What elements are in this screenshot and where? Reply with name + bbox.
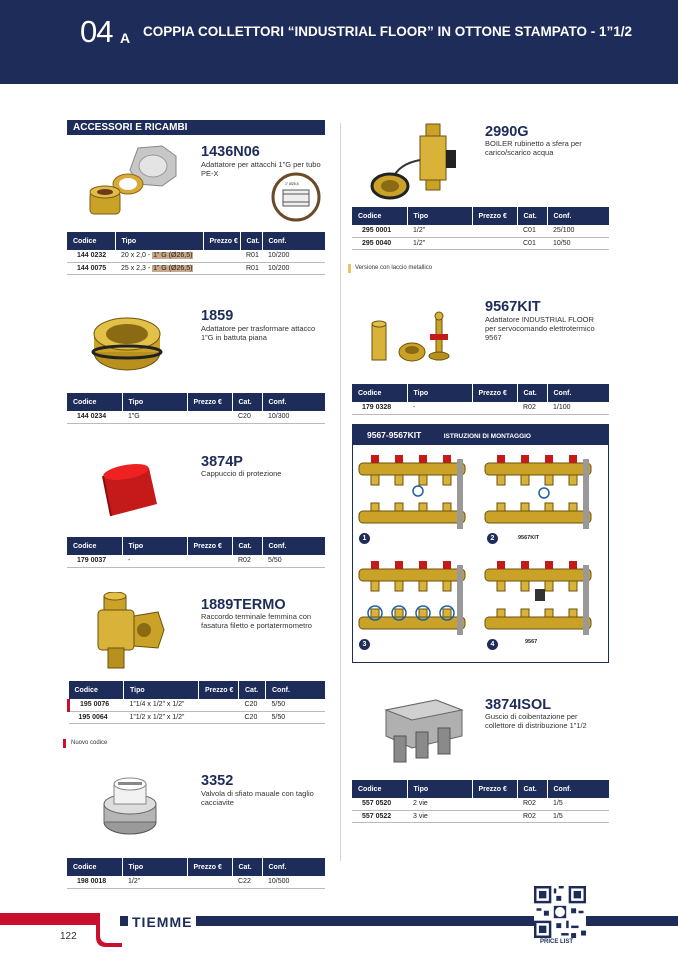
col-tipo: Tipo [122,393,187,411]
cell-cat: C20 [232,411,262,423]
cell-codice: 295 0040 [352,237,407,249]
col-prezzo: Prezzo € [187,537,232,555]
col-tipo: Tipo [115,232,203,250]
product-code: 2990G [485,124,529,140]
table-row [67,411,325,423]
col-cat: Cat. [517,780,547,798]
col-prezzo: Prezzo € [472,780,517,798]
legend-note: Nuovo codice [71,740,108,746]
col-conf: Conf. [262,858,325,876]
chapter-suffix: A [120,30,131,46]
column-divider [340,123,341,861]
qr-label: PRICE LIST [540,939,574,945]
col-conf: Conf. [262,232,325,250]
cell-tipo: 2 vie [407,798,472,810]
col-codice: Codice [67,537,122,555]
cell-conf: 5/50 [266,699,326,711]
instructions-code: 9567-9567KIT [367,430,422,440]
table-row [352,237,609,249]
product-description: Adattatore per attacchi 1”G per tubo PE-X [201,160,321,179]
col-tipo: Tipo [122,537,187,555]
col-codice: Codice [352,780,407,798]
version-marker [348,264,351,273]
spec-table [352,780,609,823]
page-number: 122 [60,931,77,942]
highlighted-thread: 1” G (Ø26,5) [153,264,193,272]
product-description: Adattatore INDUSTRIAL FLOOR per servocomando elettrotermico 9567 [485,315,595,343]
qr-code-icon[interactable] [534,886,586,938]
col-prezzo: Prezzo € [187,393,232,411]
col-codice: Codice [352,384,407,402]
product-code: 9567KIT [485,299,541,315]
product-description: Raccordo terminale femmina con fasatura filetto e portatermometro [201,612,312,631]
cell-conf: 10/200 [262,262,325,274]
table-row [352,402,609,414]
cell-prezzo [472,402,517,414]
footer-navy-stripe [120,916,678,926]
insulation-shell-image [376,696,468,766]
col-tipo: Tipo [122,858,187,876]
step-3: 3 [359,639,370,650]
table-row [67,250,325,262]
cell-conf: 1/5 [547,798,609,810]
cell-tipo: 1”G [122,411,187,423]
step-2: 2 [487,533,498,544]
table-row [67,555,325,567]
col-cat: Cat. [232,393,262,411]
red-cap-image [95,460,163,524]
col-conf: Conf. [262,393,325,411]
col-prezzo: Prezzo € [199,681,239,699]
col-cat: Cat. [517,207,547,225]
product-description: Cappuccio di protezione [201,469,282,478]
cell-prezzo [187,411,232,423]
actuator-adapter-image [366,308,466,370]
cell-conf: 10/200 [262,250,325,262]
cell-prezzo [472,237,517,249]
col-conf: Conf. [547,384,609,402]
cell-conf: 1/100 [547,402,609,414]
col-codice: Codice [67,232,115,250]
new-code-marker [63,739,66,748]
spec-table [352,384,609,415]
col-tipo: Tipo [124,681,199,699]
cell-cat: R01 [240,262,262,274]
cell-tipo: - [122,555,187,567]
instructions-title: ISTRUZIONI DI MONTAGGIO [443,433,531,440]
cell-cat: R02 [517,810,547,822]
cell-cat: C01 [517,237,547,249]
col-tipo: Tipo [407,384,472,402]
spec-table [67,858,325,889]
spec-table [67,232,325,275]
cell-conf: 25/100 [547,225,609,237]
table-row [352,798,609,810]
cell-codice: 144 0232 [67,250,115,262]
chapter-number: 04 [80,14,113,49]
spec-table [67,537,325,568]
cell-conf: 5/50 [266,711,326,723]
product-description: Guscio di coibentazione per collettore di distribuzione 1”1/2 [485,712,587,731]
col-cat: Cat. [232,537,262,555]
col-conf: Conf. [547,207,609,225]
table-row [352,810,609,822]
cell-codice: 557 0520 [352,798,407,810]
cell-codice: 295 0001 [352,225,407,237]
cell-prezzo [203,250,240,262]
cell-prezzo [199,711,239,723]
col-conf: Conf. [266,681,326,699]
cell-prezzo [472,798,517,810]
spec-table [352,207,609,250]
product-code: 1436N06 [201,144,260,160]
assembly-instructions [352,424,609,663]
cell-prezzo [203,262,240,274]
col-codice: Codice [67,393,122,411]
col-prezzo: Prezzo € [472,207,517,225]
step-1: 1 [359,533,370,544]
spec-table [67,681,325,724]
col-prezzo: Prezzo € [472,384,517,402]
brand-logo: TIEMME [128,914,196,930]
step-4-label: 9567 [525,639,538,645]
cell-codice: 144 0234 [67,411,122,423]
ball-valve-image [368,120,458,202]
cell-conf: 10/300 [262,411,325,423]
instructions-header [353,425,608,445]
cell-codice: 195 0064 [69,711,124,723]
col-tipo: Tipo [407,780,472,798]
manifold-diagram [357,449,603,659]
cell-prezzo [472,225,517,237]
col-prezzo: Prezzo € [203,232,240,250]
cell-cat: C20 [239,711,266,723]
cell-codice: 195 0076 [69,699,124,711]
legend-note: Versione con laccio metallico [355,265,433,271]
thread-diagram-icon [271,172,321,222]
cell-cat: R01 [240,250,262,262]
adapter-fitting-image [80,140,185,225]
col-conf: Conf. [262,537,325,555]
table-row [67,876,325,888]
cell-tipo: - [407,402,472,414]
product-code: 3874ISOL [485,697,552,713]
page-header [0,0,678,84]
cell-conf: 5/50 [262,555,325,567]
cell-cat: C20 [239,699,266,711]
cell-prezzo [187,876,232,888]
step-2-label: 9567KIT [518,535,540,541]
cell-cat: C01 [517,225,547,237]
flat-adapter-image [88,312,166,374]
product-description: Valvola di sfiato mauale con taglio cacciavite [201,789,314,808]
cell-prezzo [187,555,232,567]
cell-tipo: 1/2” [122,876,187,888]
table-row [69,699,326,711]
footer-curve [88,913,122,947]
col-conf: Conf. [547,780,609,798]
col-tipo: Tipo [407,207,472,225]
thread-diagram-label: 1” Ø26,5 [285,182,299,186]
cell-conf: 1/5 [547,810,609,822]
table-row [69,711,326,723]
cell-cat: R02 [517,798,547,810]
footer-red-stripe [0,913,100,925]
step-4: 4 [487,639,498,650]
cell-tipo: 3 vie [407,810,472,822]
cell-conf: 10/500 [262,876,325,888]
product-code: 3874P [201,454,243,470]
cell-tipo: 20 x 2,0 - 1” G (Ø26,5) [115,250,203,262]
product-code: 1859 [201,308,234,324]
cell-codice: 179 0037 [67,555,122,567]
cell-cat: R02 [517,402,547,414]
cell-cat: C22 [232,876,262,888]
cell-prezzo [472,810,517,822]
col-cat: Cat. [239,681,266,699]
table-row [352,225,609,237]
terminal-fitting-image [88,592,168,672]
cell-tipo: 1”1/2 x 1/2” x 1/2” [124,711,199,723]
col-cat: Cat. [240,232,262,250]
cell-tipo: 1/2” [407,225,472,237]
cell-codice: 557 0522 [352,810,407,822]
table-row [67,262,325,274]
cell-codice: 198 0018 [67,876,122,888]
cell-tipo: 25 x 2,3 - 1” G (Ø26,5) [115,262,203,274]
cell-codice: 179 0328 [352,402,407,414]
product-code: 1889TERMO [201,597,286,613]
cell-cat: R02 [232,555,262,567]
spec-table [67,393,325,424]
col-prezzo: Prezzo € [187,858,232,876]
product-description: Adattatore per trasformare attacco 1”G in battuta piana [201,324,316,343]
cell-tipo: 1/2” [407,237,472,249]
product-code: 3352 [201,773,234,789]
page-title: COPPIA COLLETTORI “INDUSTRIAL FLOOR” IN OTTONE STAMPATO - 1”1/2 [143,24,633,39]
section-title: ACCESSORI E RICAMBI [67,120,325,135]
cell-conf: 10/50 [547,237,609,249]
highlighted-thread: 1” G (Ø26,5) [153,252,193,260]
col-cat: Cat. [232,858,262,876]
col-codice: Codice [352,207,407,225]
cell-tipo: 1”1/4 x 1/2” x 1/2” [124,699,199,711]
product-description: BOILER rubinetto a sfera per carico/scarico acqua [485,139,582,158]
col-codice: Codice [69,681,124,699]
col-codice: Codice [67,858,122,876]
col-cat: Cat. [517,384,547,402]
cell-codice: 144 0075 [67,262,115,274]
air-vent-image [100,776,160,838]
cell-prezzo [199,699,239,711]
